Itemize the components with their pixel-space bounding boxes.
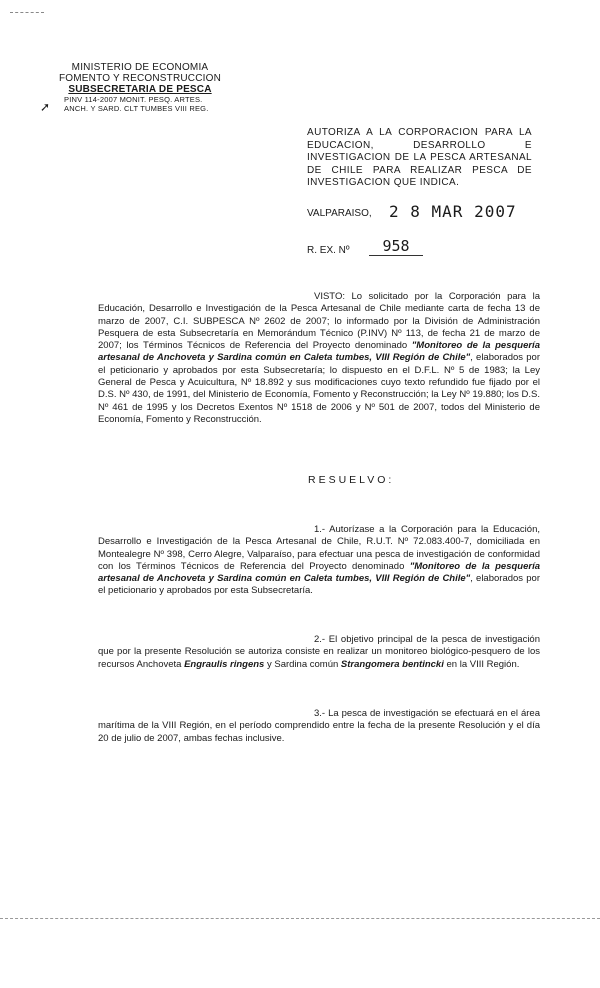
reference-line-1: PINV 114-2007 MONIT. PESQ. ARTES.	[64, 95, 203, 104]
ministry-line-1: MINISTERIO DE ECONOMIA	[71, 62, 209, 73]
reference-line-2: ANCH. Y SARD. CLT TUMBES VIII REG.	[64, 104, 209, 113]
article-1-text-2: , elaborados por el peticionario y aprobados por esta Subsecretaría.	[98, 573, 540, 597]
resolution-number-line	[307, 237, 447, 256]
visto-project-name: "Monitoreo de la pesquería artesanal de Anchoveta y Sardina común en Caleta tumbes, VIII Región de Chile"	[98, 340, 540, 364]
resolution-label: R. EX. Nº	[307, 245, 350, 256]
article-2-paragraph	[98, 634, 540, 671]
article-1-paragraph	[98, 524, 540, 598]
arrow-mark-icon: ➚	[40, 100, 51, 114]
place-date	[307, 202, 537, 221]
article-1-text-1: 1.- Autorízase a la Corporación para la Educación, Desarrollo e Investigación de la Pesca Artesanal de Chile, R.U.T. Nº 72.083.400-7, domiciliada en Montealegre Nº 398, Cerro Alegre, Valparaíso, para efectuar una pesca de investigación de conformidad con los Términos Técnicos de Referencia del Proyecto denominado	[98, 524, 540, 572]
resuelvo-heading: RESUELVO:	[308, 474, 395, 486]
species-engraulis: Engraulis ringens	[184, 658, 265, 670]
visto-text-2: , elaborados por el peticionario y aprobados por esta Subsecretaría; lo dispuesto en el D.F.L. Nº 5 de 1983; la Ley General de Pesca y Acuicultura, Nº 18.892 y sus modificaciones cuyo texto refundido fue fijado por el D.S. Nº 430, de 1991, del Ministerio de Economía, Fomento y Reconstrucción; la Ley Nº 19.880; los D.S. Nº 461 de 1995 y los Decretos Exentos Nº 1518 de 2006 y Nº 501 de 2007, todos del Ministerio de Economía, Fomento y Reconstrucción.	[98, 352, 540, 425]
bottom-dashed-line	[0, 918, 600, 919]
place-name: VALPARAISO,	[307, 208, 372, 219]
ministry-line-2: FOMENTO Y RECONSTRUCCION	[58, 73, 222, 84]
visto-paragraph	[98, 291, 540, 426]
article-2-text-3: en la VIII Región.	[443, 658, 520, 670]
date-stamp: 2 8 MAR 2007	[389, 202, 517, 221]
article-2-text-1: 2.- El objetivo principal de la pesca de investigación que por la presente Resolución se autoriza consiste en realizar un monitoreo biológico-pesquero de los recursos Anchoveta	[98, 634, 540, 670]
article-1-project-name: "Monitoreo de la pesquería artesanal de Anchoveta y Sardina común en Caleta tumbes, VIII Región de Chile"	[98, 560, 540, 585]
article-3-text: 3.- La pesca de investigación se efectuará en el área marítima de la VIII Región, en el período comprendido entre la fecha de la presente Resolución y el día 20 de julio de 2007, ambas fechas inclusive.	[98, 708, 540, 744]
resolution-number: 958	[369, 237, 423, 256]
ministry-header	[50, 62, 230, 113]
article-3-paragraph	[98, 708, 540, 745]
species-strangomera: Strangomera bentincki	[340, 658, 444, 670]
top-dashed-line	[10, 12, 44, 13]
article-2-text-2: y Sardina común	[264, 658, 341, 670]
subsecretaria-line: SUBSECRETARIA DE PESCA	[68, 84, 212, 95]
visto-text-1: VISTO: Lo solicitado por la Corporación para la Educación, Desarrollo e Investigación de la Pesca Artesanal de Chile mediante carta de fecha 13 de marzo de 2007, C.I. SUBPESCA Nº 2602 de 2007; lo informado por la División de Administración Pesquera de esta Subsecretaría en Memorándum Técnico (P.INV) Nº 113, de fecha 21 de marzo de 2007; los Términos Técnicos de Referencia del Proyecto denominado	[98, 291, 540, 352]
resolution-title: AUTORIZA A LA CORPORACION PARA LA EDUCACION, DESARROLLO E INVESTIGACION DE LA PESCA ARTESANAL DE CHILE PARA REALIZAR PESCA DE INVESTIGACION QUE INDICA.	[307, 127, 532, 188]
